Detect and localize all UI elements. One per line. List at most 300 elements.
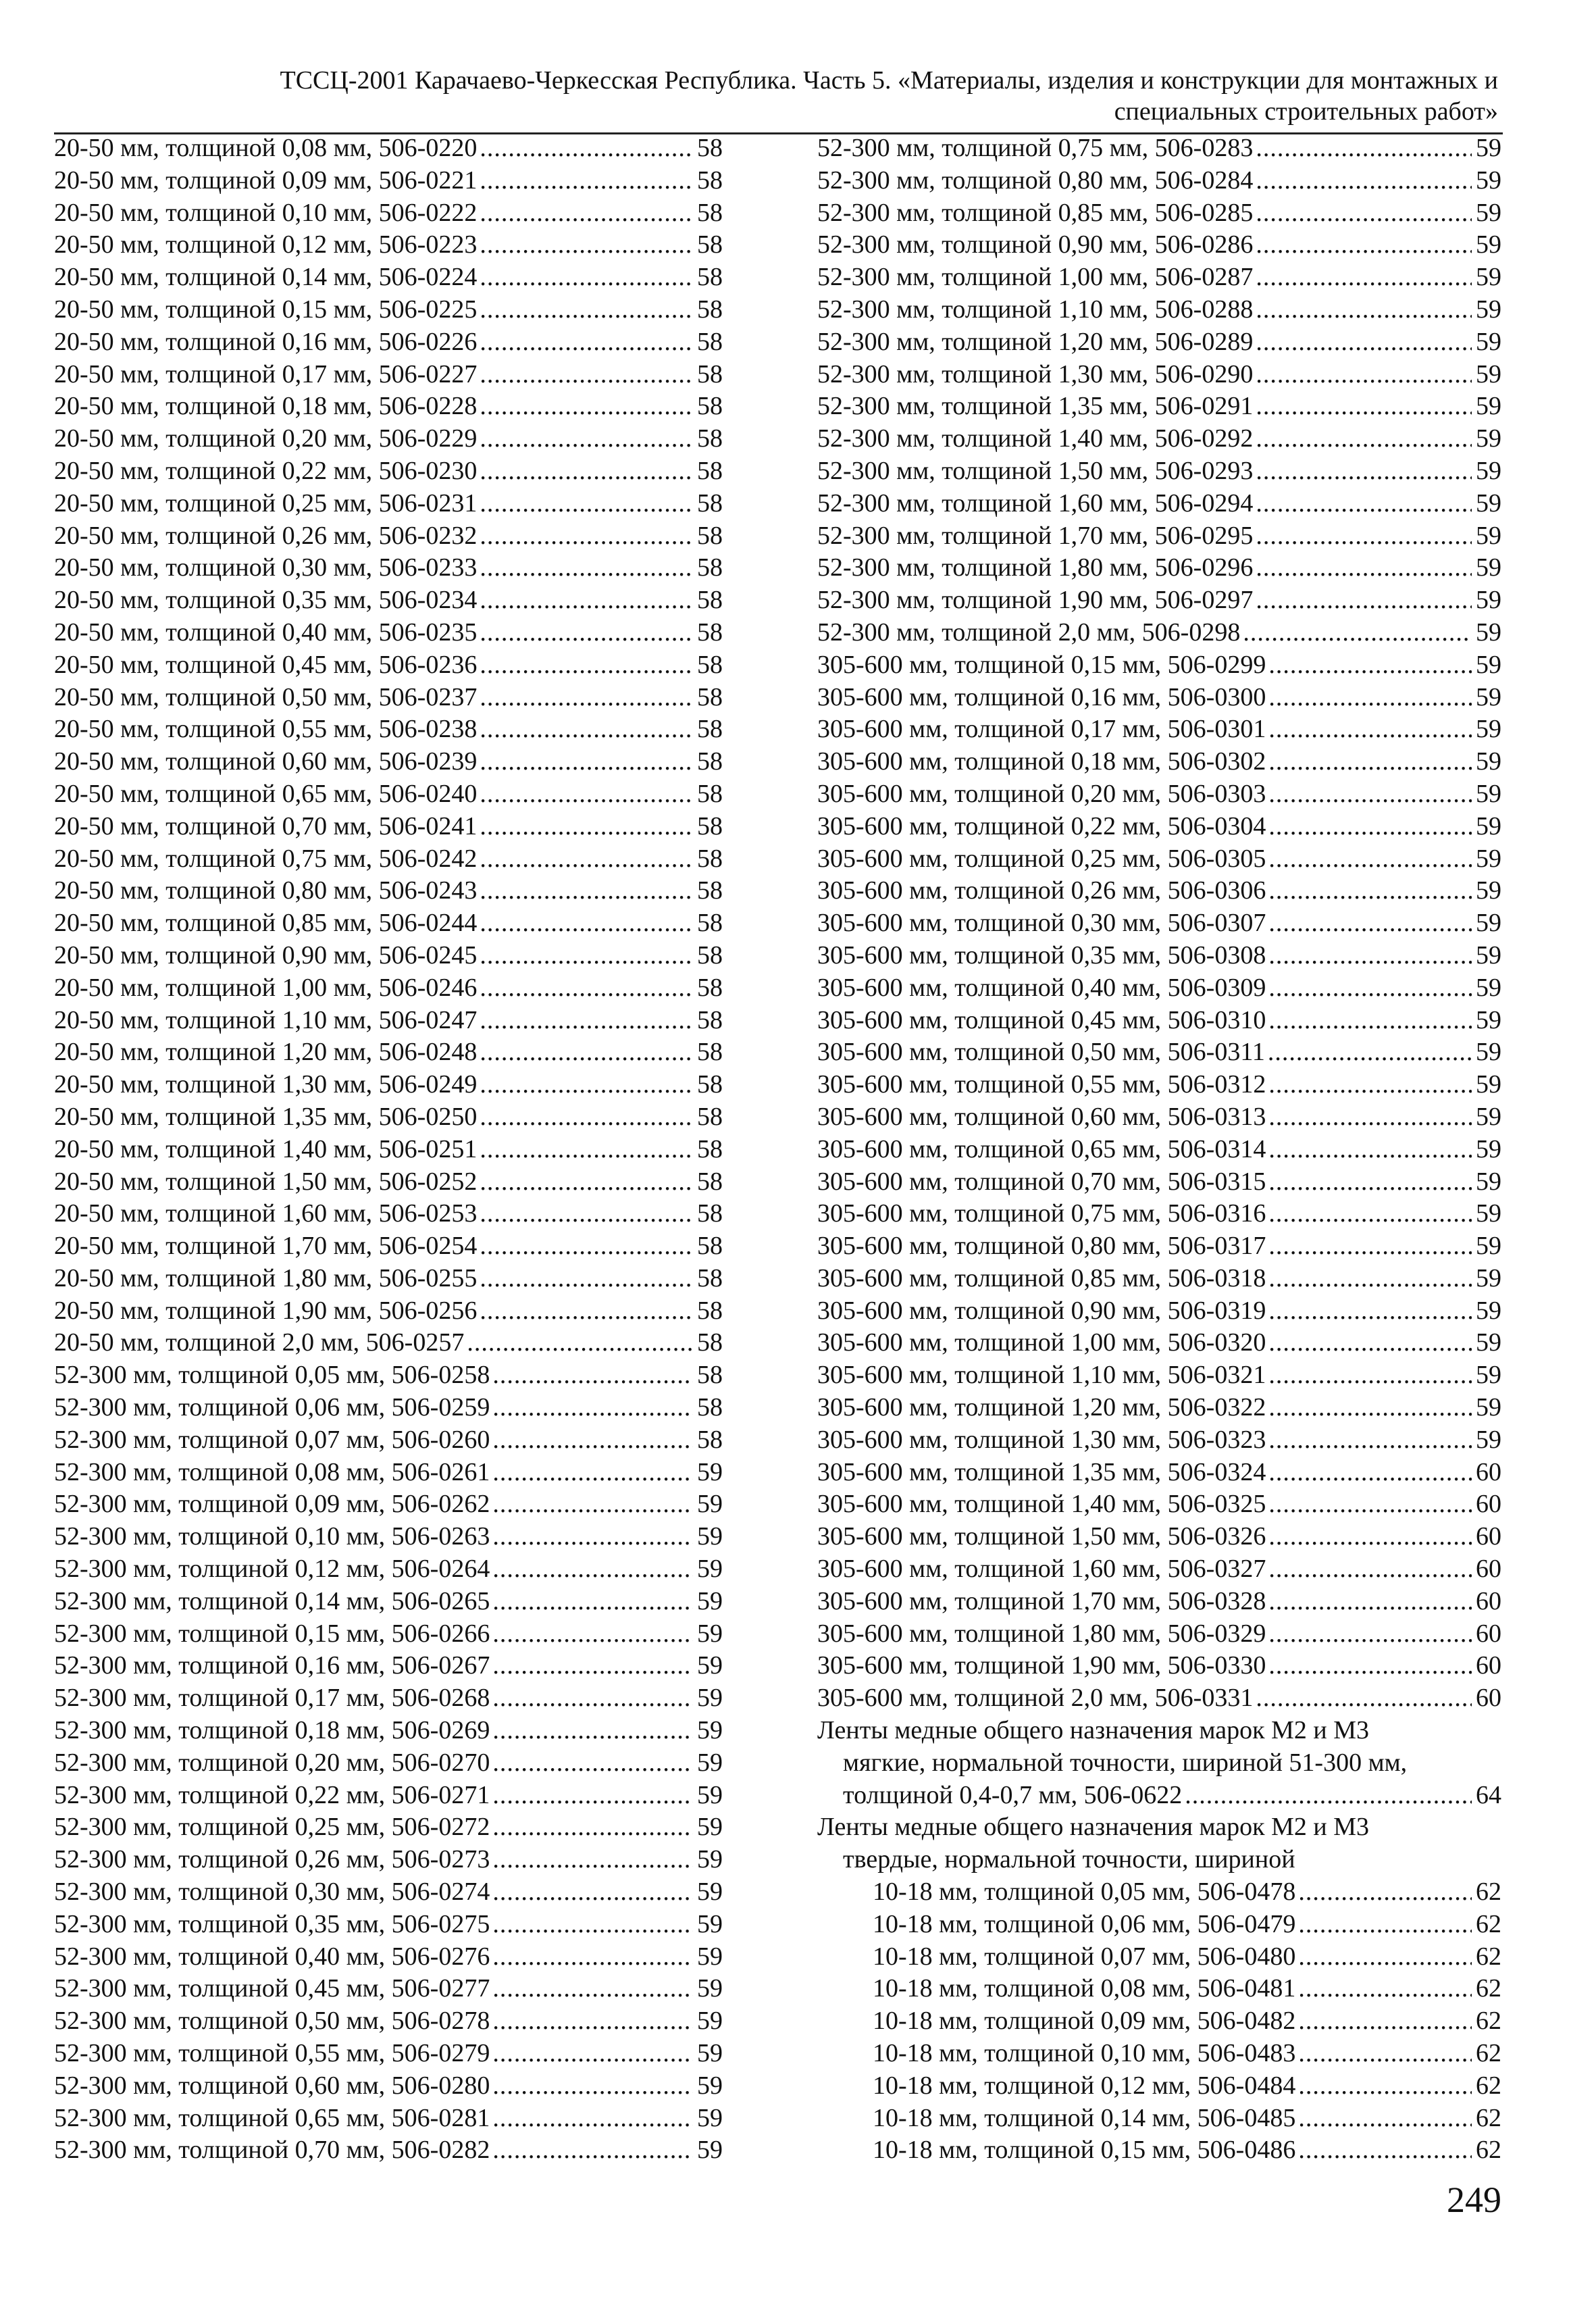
entry-text: 52-300 мм, толщиной 0,15 мм, 506-0266 [54, 1619, 490, 1648]
entry-text: 20-50 мм, толщиной 0,16 мм, 506-0226 [54, 327, 478, 356]
entry-page: 59 [1476, 166, 1501, 195]
index-entry [54, 520, 723, 553]
leader-dots [480, 1069, 693, 1101]
leader-dots [492, 2103, 693, 2135]
leader-dots [1256, 132, 1472, 165]
entry-page: 59 [1476, 1134, 1501, 1163]
entry-page: 58 [697, 1425, 723, 1454]
index-entry [54, 1198, 723, 1230]
leader-dots [492, 1941, 693, 1973]
leader-dots [1268, 1650, 1472, 1682]
leader-dots [480, 423, 693, 455]
leader-dots [480, 326, 693, 359]
index-entry [817, 1392, 1501, 1424]
index-entry [54, 552, 723, 584]
leader-dots [1256, 326, 1472, 359]
index-entry [817, 1876, 1501, 1909]
entry-page: 62 [1476, 1909, 1501, 1938]
entry-text: 305-600 мм, толщиной 1,30 мм, 506-0323 [817, 1425, 1266, 1454]
index-entry [817, 1457, 1501, 1489]
leader-dots [492, 1618, 693, 1651]
index-entry [817, 1134, 1501, 1166]
index-entry [54, 746, 723, 778]
leader-dots [1256, 1682, 1472, 1715]
group-heading-hard [817, 1811, 1501, 1876]
entry-page: 62 [1476, 2136, 1501, 2165]
entry-text: 10-18 мм, толщиной 0,09 мм, 506-0482 [873, 2007, 1296, 2036]
index-entry [817, 2134, 1501, 2167]
index-entry [54, 1941, 723, 1973]
entry-text: 52-300 мм, толщиной 0,22 мм, 506-0271 [54, 1780, 490, 1809]
entry-text: 52-300 мм, толщиной 1,80 мм, 506-0296 [817, 553, 1254, 582]
entry-page: 59 [1476, 424, 1501, 453]
entry-text: 305-600 мм, толщиной 0,17 мм, 506-0301 [817, 715, 1266, 744]
entry-page: 59 [1476, 779, 1501, 808]
entry-page: 58 [697, 1199, 723, 1228]
left-column [54, 132, 723, 2167]
entry-page: 59 [697, 1490, 723, 1519]
entry-page: 58 [697, 295, 723, 324]
leader-dots [480, 843, 693, 876]
entry-text: толщиной 0,4-0,7 мм, 506-0622 [843, 1780, 1183, 1809]
index-entry [817, 2103, 1501, 2135]
entry-page: 59 [1476, 263, 1501, 292]
entry-text: 52-300 мм, толщиной 1,20 мм, 506-0289 [817, 327, 1254, 356]
index-entry [54, 1327, 723, 1359]
entry-page: 59 [697, 1522, 723, 1551]
index-entry [54, 1521, 723, 1553]
entry-text: 20-50 мм, толщиной 1,80 мм, 506-0255 [54, 1263, 478, 1292]
entry-text: 305-600 мм, толщиной 0,20 мм, 506-0303 [817, 779, 1266, 808]
leader-dots [1268, 778, 1472, 811]
entry-page: 59 [1476, 940, 1501, 970]
entry-page: 58 [697, 1070, 723, 1099]
index-entry [54, 1553, 723, 1586]
entry-text: 20-50 мм, толщиной 1,90 мм, 506-0256 [54, 1296, 478, 1325]
index-entry [817, 1295, 1501, 1328]
index-entry [54, 649, 723, 682]
index-entry [817, 617, 1501, 649]
index-entry [54, 1392, 723, 1424]
entry-page: 58 [697, 1393, 723, 1422]
entry-page: 59 [1476, 1263, 1501, 1292]
entry-text: 305-600 мм, толщиной 0,25 мм, 506-0305 [817, 844, 1266, 873]
entry-text: 20-50 мм, толщиной 0,18 мм, 506-0228 [54, 392, 478, 421]
leader-dots [492, 1457, 693, 1489]
index-entry [817, 326, 1501, 359]
entry-page: 59 [697, 1716, 723, 1745]
entry-page: 58 [697, 553, 723, 582]
leader-dots [1243, 617, 1472, 649]
entry-page: 59 [1476, 392, 1501, 421]
leader-dots [480, 1036, 693, 1069]
entry-page: 59 [1476, 521, 1501, 550]
entry-page: 59 [697, 1684, 723, 1713]
entry-text: 52-300 мм, толщиной 0,16 мм, 506-0267 [54, 1651, 490, 1680]
entry-text: 20-50 мм, толщиной 0,70 мм, 506-0241 [54, 811, 478, 840]
index-entry [817, 940, 1501, 972]
leader-dots [1268, 1618, 1472, 1651]
entry-page: 58 [697, 618, 723, 647]
entry-page: 60 [1476, 1651, 1501, 1680]
entry-page: 58 [697, 940, 723, 970]
entry-page: 58 [697, 715, 723, 744]
entry-page: 59 [697, 1457, 723, 1486]
index-entry [54, 617, 723, 649]
entry-page: 59 [697, 1780, 723, 1809]
entry-page: 59 [697, 1586, 723, 1615]
entry-text: 305-600 мм, толщиной 0,90 мм, 506-0319 [817, 1296, 1266, 1325]
entry-page: 59 [697, 2103, 723, 2132]
entry-text: 20-50 мм, толщиной 0,20 мм, 506-0229 [54, 424, 478, 453]
entry-page: 59 [1476, 488, 1501, 518]
entry-text: 20-50 мм, толщиной 0,45 мм, 506-0236 [54, 650, 478, 679]
leader-dots [492, 1424, 693, 1457]
entry-text: 52-300 мм, толщиной 0,60 мм, 506-0280 [54, 2071, 490, 2100]
index-entry [817, 1488, 1501, 1521]
leader-dots [1268, 843, 1472, 876]
entry-text: 20-50 мм, толщиной 1,20 мм, 506-0248 [54, 1038, 478, 1067]
entry-text: 20-50 мм, толщиной 0,14 мм, 506-0224 [54, 263, 478, 292]
entry-page: 59 [1476, 553, 1501, 582]
index-entry [54, 1036, 723, 1069]
leader-dots [1298, 2134, 1472, 2167]
entry-text: 305-600 мм, толщиной 0,30 мм, 506-0307 [817, 909, 1266, 938]
index-entry [817, 359, 1501, 391]
group-heading-hard-line2: твердые, нормальной точности, шириной [843, 1845, 1295, 1874]
entry-text: 52-300 мм, толщиной 1,40 мм, 506-0292 [817, 424, 1254, 453]
entry-text: 305-600 мм, толщиной 2,0 мм, 506-0331 [817, 1684, 1254, 1713]
entry-page: 59 [1476, 1361, 1501, 1390]
index-entry [817, 1650, 1501, 1682]
leader-dots [1256, 197, 1472, 230]
index-entry [817, 1198, 1501, 1230]
entry-text: 305-600 мм, толщиной 1,80 мм, 506-0329 [817, 1619, 1266, 1648]
leader-dots [480, 1005, 693, 1037]
leader-dots [1268, 1424, 1472, 1457]
entry-page: 59 [1476, 682, 1501, 711]
entry-page: 58 [697, 909, 723, 938]
entry-page: 59 [697, 1651, 723, 1680]
entry-text: 52-300 мм, толщиной 0,10 мм, 506-0263 [54, 1522, 490, 1551]
entry-text: 305-600 мм, толщиной 1,50 мм, 506-0326 [817, 1522, 1266, 1551]
index-entry [817, 2038, 1501, 2070]
leader-dots [492, 1392, 693, 1424]
index-entry [817, 907, 1501, 940]
entry-text: 52-300 мм, толщиной 0,18 мм, 506-0269 [54, 1716, 490, 1745]
leader-dots [480, 1295, 693, 1328]
entry-text: 52-300 мм, толщиной 1,60 мм, 506-0294 [817, 488, 1254, 518]
leader-dots [1298, 1973, 1472, 2005]
entry-page: 59 [697, 1909, 723, 1938]
entry-page: 60 [1476, 1684, 1501, 1713]
entry-page: 58 [697, 1102, 723, 1131]
entry-text: 305-600 мм, толщиной 0,45 мм, 506-0310 [817, 1005, 1266, 1034]
index-entry [817, 778, 1501, 811]
entry-text: 52-300 мм, толщиной 2,0 мм, 506-0298 [817, 618, 1241, 647]
leader-dots [492, 1909, 693, 1941]
leader-dots [492, 2038, 693, 2070]
leader-dots [1268, 1134, 1472, 1166]
entry-page: 59 [1476, 1425, 1501, 1454]
index-entry [817, 165, 1501, 197]
index-entry [817, 1359, 1501, 1392]
entry-page: 58 [697, 134, 723, 162]
entry-text: 20-50 мм, толщиной 0,17 мм, 506-0227 [54, 359, 478, 388]
entry-text: 52-300 мм, толщиной 0,08 мм, 506-0261 [54, 1457, 490, 1486]
index-entry [54, 165, 723, 197]
index-entry [54, 843, 723, 876]
entry-page: 58 [697, 1361, 723, 1390]
leader-dots [1268, 907, 1472, 940]
entry-text: 305-600 мм, толщиной 1,60 мм, 506-0327 [817, 1555, 1266, 1584]
index-entry [817, 1682, 1501, 1715]
leader-dots [480, 132, 693, 165]
entry-text: 10-18 мм, толщиной 0,07 мм, 506-0480 [873, 1942, 1296, 1971]
entry-page: 58 [697, 263, 723, 292]
entry-text: 305-600 мм, толщиной 1,35 мм, 506-0324 [817, 1457, 1266, 1486]
group-heading-soft [817, 1715, 1501, 1811]
index-entry [817, 972, 1501, 1005]
index-entry [54, 1069, 723, 1101]
entry-page: 62 [1476, 2039, 1501, 2068]
leader-dots [480, 1101, 693, 1134]
leader-dots [1256, 455, 1472, 488]
header-line-1: ТССЦ-2001 Карачаево-Черкесская Республика. Часть 5. «Материалы, изделия и конструкции для монтажных и [280, 66, 1498, 95]
leader-dots [492, 1811, 693, 1844]
index-entry [54, 1005, 723, 1037]
entry-page: 59 [1476, 1296, 1501, 1325]
entry-text: 52-300 мм, толщиной 0,75 мм, 506-0283 [817, 134, 1254, 162]
leader-dots [1268, 682, 1472, 714]
entry-text: 52-300 мм, толщиной 0,50 мм, 506-0278 [54, 2007, 490, 2036]
entry-text: 10-18 мм, толщиной 0,05 мм, 506-0478 [873, 1878, 1296, 1907]
entry-page: 59 [1476, 1167, 1501, 1196]
entry-page: 59 [697, 1748, 723, 1777]
index-entry [817, 746, 1501, 778]
entry-text: 20-50 мм, толщиной 1,40 мм, 506-0251 [54, 1134, 478, 1163]
entry-text: 52-300 мм, толщиной 0,55 мм, 506-0279 [54, 2039, 490, 2068]
entry-page: 59 [1476, 876, 1501, 905]
entry-page: 58 [697, 1005, 723, 1034]
entry-page: 59 [1476, 1038, 1501, 1067]
leader-dots [492, 1650, 693, 1682]
leader-dots [1268, 746, 1472, 778]
index-entry [54, 488, 723, 520]
entry-text: 20-50 мм, толщиной 1,70 мм, 506-0254 [54, 1232, 478, 1261]
entry-page: 59 [697, 1878, 723, 1907]
leader-dots [1268, 940, 1472, 972]
entry-page: 62 [1476, 2103, 1501, 2132]
leader-dots [1268, 1521, 1472, 1553]
entry-page: 59 [1476, 1005, 1501, 1034]
entry-page: 58 [697, 650, 723, 679]
index-entry [54, 132, 723, 165]
entry-text: 10-18 мм, толщиной 0,12 мм, 506-0484 [873, 2071, 1296, 2100]
leader-dots [480, 165, 693, 197]
leader-dots [480, 520, 693, 553]
index-entry [54, 1811, 723, 1844]
leader-dots [492, 1488, 693, 1521]
entry-text: 305-600 мм, толщиной 0,60 мм, 506-0313 [817, 1102, 1266, 1131]
index-entry [817, 1618, 1501, 1651]
leader-dots [480, 811, 693, 843]
leader-dots [492, 1780, 693, 1812]
leader-dots [1256, 552, 1472, 584]
leader-dots [1256, 423, 1472, 455]
leader-dots [467, 1327, 693, 1359]
index-entry [54, 811, 723, 843]
leader-dots [492, 1682, 693, 1715]
entry-text: 20-50 мм, толщиной 1,00 мм, 506-0246 [54, 973, 478, 1002]
index-entry [817, 584, 1501, 617]
entry-text: 52-300 мм, толщиной 0,85 мм, 506-0285 [817, 198, 1254, 227]
index-entry [54, 229, 723, 261]
leader-dots [1268, 1166, 1472, 1199]
index-entry [54, 1457, 723, 1489]
entry-page: 59 [697, 2039, 723, 2068]
entry-page: 58 [697, 424, 723, 453]
entry-page: 58 [697, 811, 723, 840]
index-entry [54, 1166, 723, 1199]
leader-dots [480, 552, 693, 584]
entry-page: 59 [1476, 359, 1501, 388]
entry-page: 58 [697, 779, 723, 808]
leader-dots [1298, 1941, 1472, 1973]
leader-dots [492, 1876, 693, 1909]
group-heading-soft-line1: Ленты медные общего назначения марок М2 и М3 [817, 1716, 1369, 1745]
leader-dots [480, 391, 693, 423]
index-entry [817, 229, 1501, 261]
leader-dots [492, 2134, 693, 2167]
leader-dots [1256, 294, 1472, 326]
entry-text: 52-300 мм, толщиной 0,06 мм, 506-0259 [54, 1393, 490, 1422]
leader-dots [480, 972, 693, 1005]
index-entry [817, 2070, 1501, 2103]
index-entry [817, 261, 1501, 294]
right-entries-b [817, 1876, 1501, 2167]
index-entry [817, 1263, 1501, 1295]
leader-dots [1268, 1359, 1472, 1392]
leader-dots [480, 713, 693, 746]
leader-dots [492, 1747, 693, 1780]
entry-text: 52-300 мм, толщиной 0,30 мм, 506-0274 [54, 1878, 490, 1907]
index-entry [817, 520, 1501, 553]
index-entry [54, 1844, 723, 1876]
index-entry [54, 1780, 723, 1812]
entry-page: 60 [1476, 1555, 1501, 1584]
index-entry [54, 2134, 723, 2167]
entry-text: 305-600 мм, толщиной 1,40 мм, 506-0325 [817, 1490, 1266, 1519]
index-entry [817, 1069, 1501, 1101]
leader-dots [1256, 165, 1472, 197]
leader-dots [480, 682, 693, 714]
leader-dots [1298, 1909, 1472, 1941]
entry-text: 52-300 мм, толщиной 1,00 мм, 506-0287 [817, 263, 1254, 292]
entry-text: 305-600 мм, толщиной 0,35 мм, 506-0308 [817, 940, 1266, 970]
entry-text: 52-300 мм, толщиной 0,90 мм, 506-0286 [817, 230, 1254, 259]
index-entry [817, 1166, 1501, 1199]
leader-dots [1268, 1327, 1472, 1359]
entry-text: 52-300 мм, толщиной 0,20 мм, 506-0270 [54, 1748, 490, 1777]
index-entry [54, 2070, 723, 2103]
entry-page: 58 [697, 682, 723, 711]
entry-page: 58 [697, 1328, 723, 1357]
index-entry [817, 423, 1501, 455]
index-entry [54, 713, 723, 746]
entry-text: 305-600 мм, толщиной 1,00 мм, 506-0320 [817, 1328, 1266, 1357]
entry-text: 52-300 мм, толщиной 0,80 мм, 506-0284 [817, 166, 1254, 195]
entry-text: 52-300 мм, толщиной 0,09 мм, 506-0262 [54, 1490, 490, 1519]
leader-dots [480, 617, 693, 649]
index-entry [817, 197, 1501, 230]
leader-dots [1268, 1488, 1472, 1521]
index-entry [54, 2038, 723, 2070]
leader-dots [480, 488, 693, 520]
entry-page: 58 [697, 166, 723, 195]
entry-page: 59 [1476, 230, 1501, 259]
leader-dots [1268, 1069, 1472, 1101]
leader-dots [480, 455, 693, 488]
entry-text: 305-600 мм, толщиной 0,50 мм, 506-0311 [817, 1038, 1265, 1067]
leader-dots [480, 1263, 693, 1295]
leader-dots [1268, 1005, 1472, 1037]
entry-page: 59 [1476, 909, 1501, 938]
entry-page: 59 [697, 1974, 723, 2003]
index-entry [54, 1909, 723, 1941]
entry-text: 305-600 мм, толщиной 1,10 мм, 506-0321 [817, 1361, 1266, 1390]
entry-page: 64 [1476, 1780, 1501, 1809]
entry-page: 59 [1476, 973, 1501, 1002]
index-entry [54, 359, 723, 391]
leader-dots [480, 907, 693, 940]
entry-page: 59 [697, 1619, 723, 1648]
index-entry [54, 972, 723, 1005]
entry-text: 52-300 мм, толщиной 0,45 мм, 506-0277 [54, 1974, 490, 2003]
index-entry [817, 2005, 1501, 2038]
entry-page: 59 [1476, 198, 1501, 227]
index-entry [817, 1230, 1501, 1263]
entry-text: 305-600 мм, толщиной 0,75 мм, 506-0316 [817, 1199, 1266, 1228]
index-entry [54, 1134, 723, 1166]
entry-page: 59 [1476, 1232, 1501, 1261]
leader-dots [1268, 972, 1472, 1005]
leader-dots [1256, 261, 1472, 294]
index-entry [817, 1553, 1501, 1586]
index-entry [54, 261, 723, 294]
entry-text: 305-600 мм, толщиной 0,70 мм, 506-0315 [817, 1167, 1266, 1196]
leader-dots [480, 778, 693, 811]
index-entry [54, 907, 723, 940]
entry-page: 58 [697, 327, 723, 356]
leader-dots [480, 359, 693, 391]
index-entry [817, 1780, 1501, 1812]
entry-text: 20-50 мм, толщиной 0,50 мм, 506-0237 [54, 682, 478, 711]
entry-text: 52-300 мм, толщиной 0,17 мм, 506-0268 [54, 1684, 490, 1713]
index-entry [817, 294, 1501, 326]
index-entry [54, 2103, 723, 2135]
entry-text: 52-300 мм, толщиной 1,70 мм, 506-0295 [817, 521, 1254, 550]
index-entry [54, 1715, 723, 1747]
entry-page: 58 [697, 586, 723, 615]
entry-text: 305-600 мм, толщиной 0,16 мм, 506-0300 [817, 682, 1266, 711]
leader-dots [1256, 391, 1472, 423]
index-entry [54, 1650, 723, 1682]
entry-page: 60 [1476, 1619, 1501, 1648]
entry-page: 62 [1476, 1878, 1501, 1907]
leader-dots [1256, 229, 1472, 261]
index-entry [817, 1327, 1501, 1359]
